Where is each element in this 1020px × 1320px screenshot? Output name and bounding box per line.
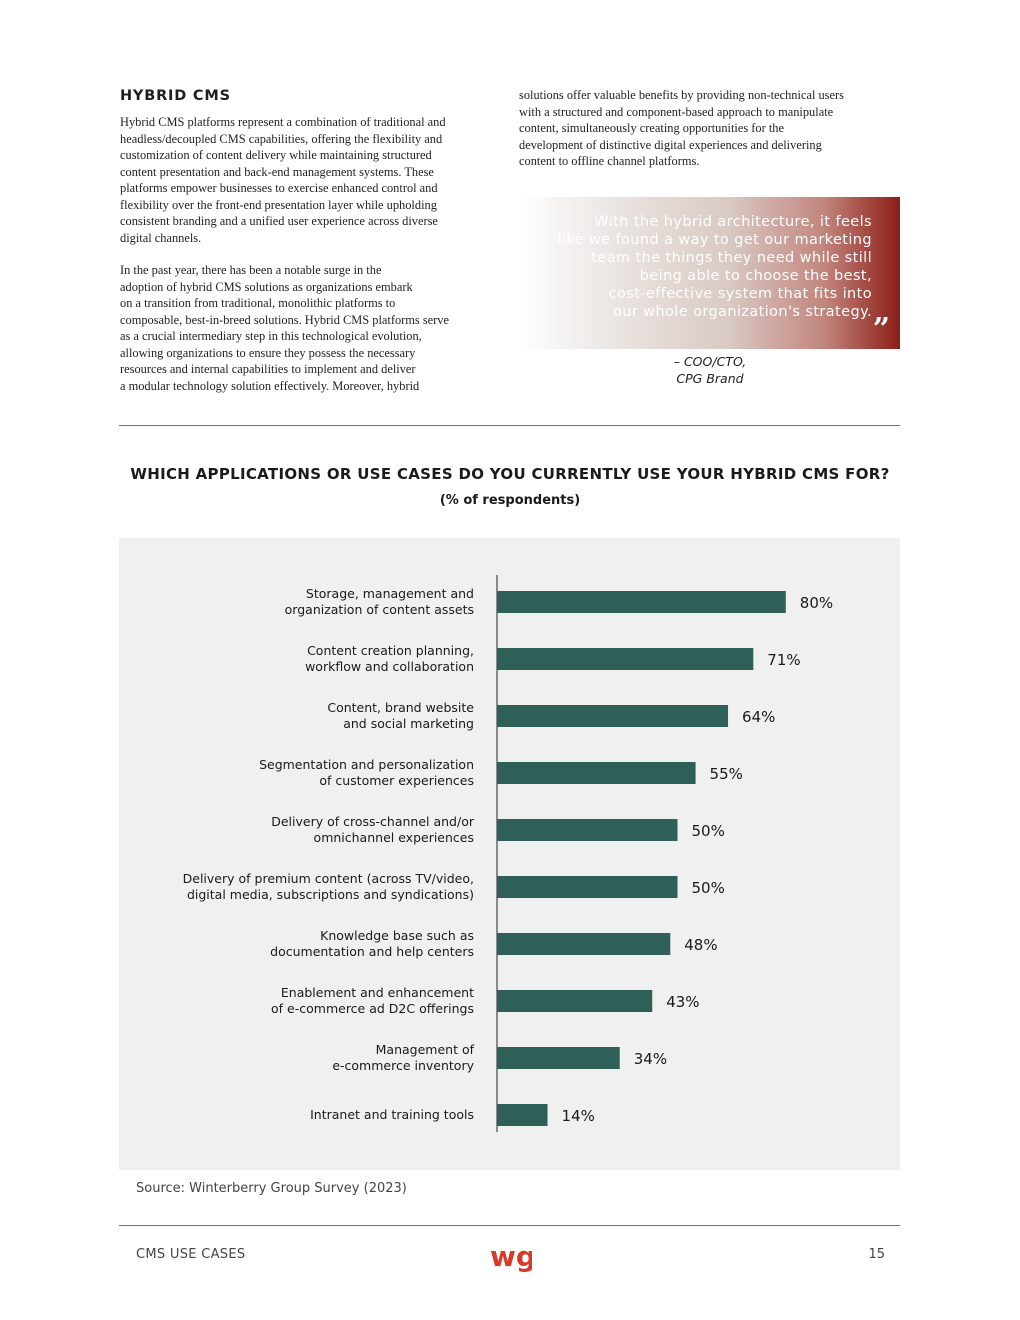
bar bbox=[497, 591, 786, 613]
body-paragraph-2: In the past year, there has been a notable surge in the adoption of hybrid CMS solutions as organizations embark on a transition from traditional, monolithic platforms to composable, best-in-breed solutions. Hybrid CMS platforms serve as a crucial intermediary step in this technological evolution, allowing organizations to ensure they possess the necessary resources and internal capabilities to implement and deliver a modular technology solution effectively. Moreover, hybrid bbox=[120, 263, 449, 393]
category-label: Storage, management and organization of content assets bbox=[284, 586, 474, 617]
logo-text: wg bbox=[490, 1240, 532, 1273]
pull-quote bbox=[519, 197, 900, 349]
bar bbox=[497, 819, 678, 841]
bar bbox=[497, 876, 678, 898]
category-label: Delivery of premium content (across TV/video, digital media, subscriptions and syndications) bbox=[182, 871, 474, 902]
category-label: Segmentation and personalization of customer experiences bbox=[259, 757, 474, 788]
bar-value-label: 64% bbox=[742, 708, 776, 726]
wg-logo bbox=[488, 1240, 532, 1283]
category-label: Content creation planning, workflow and collaboration bbox=[305, 643, 474, 674]
bar bbox=[497, 1104, 548, 1126]
bar bbox=[497, 762, 696, 784]
bar bbox=[497, 990, 652, 1012]
bar-chart bbox=[119, 538, 900, 1170]
body-paragraph-3: solutions offer valuable benefits by providing non-technical users with a structured and component-based approach to manipulate content, simultaneously creating opportunities for the development of distinctive digital experiences and delivering content to offline channel platforms. bbox=[519, 88, 844, 168]
page-number: 15 bbox=[868, 1247, 885, 1262]
bar-value-label: 55% bbox=[709, 765, 743, 783]
chart-title: WHICH APPLICATIONS OR USE CASES DO YOU CURRENTLY USE YOUR HYBRID CMS FOR? bbox=[130, 465, 890, 483]
category-label: Management of e-commerce inventory bbox=[332, 1042, 474, 1073]
bar-value-label: 80% bbox=[799, 594, 834, 612]
footer-section-label: CMS USE CASES bbox=[136, 1247, 246, 1262]
bar-value-label: 71% bbox=[767, 651, 801, 669]
section-heading: HYBRID CMS bbox=[120, 88, 231, 104]
chart-subtitle: (% of respondents) bbox=[439, 493, 581, 508]
body-paragraph-1: Hybrid CMS platforms represent a combination of traditional and headless/decoupled CMS capabilities, offering the flexibility and customization of content delivery while maintaining structured content presentation and back-end management systems. These platforms empower businesses to exercise enhanced control and flexibility over the front-end presentation layer while upholding consistent branding and a unified user experience across diverse digital channels. bbox=[120, 115, 446, 245]
bar bbox=[497, 648, 753, 670]
bar bbox=[497, 1047, 620, 1069]
bar-value-label: 50% bbox=[691, 822, 725, 840]
bar-value-label: 50% bbox=[691, 879, 725, 897]
quote-attribution: – COO/CTO, CPG Brand bbox=[673, 354, 747, 386]
bar-value-label: 43% bbox=[666, 993, 700, 1011]
bar bbox=[497, 705, 728, 727]
bar-value-label: 14% bbox=[561, 1107, 595, 1125]
bar bbox=[497, 933, 670, 955]
category-label: Content, brand website and social marketing bbox=[327, 700, 474, 731]
chart-panel bbox=[119, 538, 900, 1170]
bar-value-label: 34% bbox=[633, 1050, 668, 1068]
category-label: Enablement and enhancement of e-commerce ad D2C offerings bbox=[271, 985, 474, 1016]
quote-mark-icon: ” bbox=[872, 312, 890, 347]
category-label: Knowledge base such as documentation and help centers bbox=[270, 928, 474, 959]
section-divider bbox=[119, 425, 900, 426]
chart-source: Source: Winterberry Group Survey (2023) bbox=[136, 1181, 407, 1196]
category-label: Delivery of cross-channel and/or omnichannel experiences bbox=[271, 814, 474, 845]
quote-text: With the hybrid architecture, it feels like we found a way to get our marketing team the things they need while still being able to choose the best, cost-effective system that fits into our whole organization's strategy. bbox=[557, 214, 872, 320]
category-label: Intranet and training tools bbox=[310, 1107, 474, 1122]
bar-value-label: 48% bbox=[684, 936, 718, 954]
footer-divider bbox=[119, 1225, 900, 1226]
